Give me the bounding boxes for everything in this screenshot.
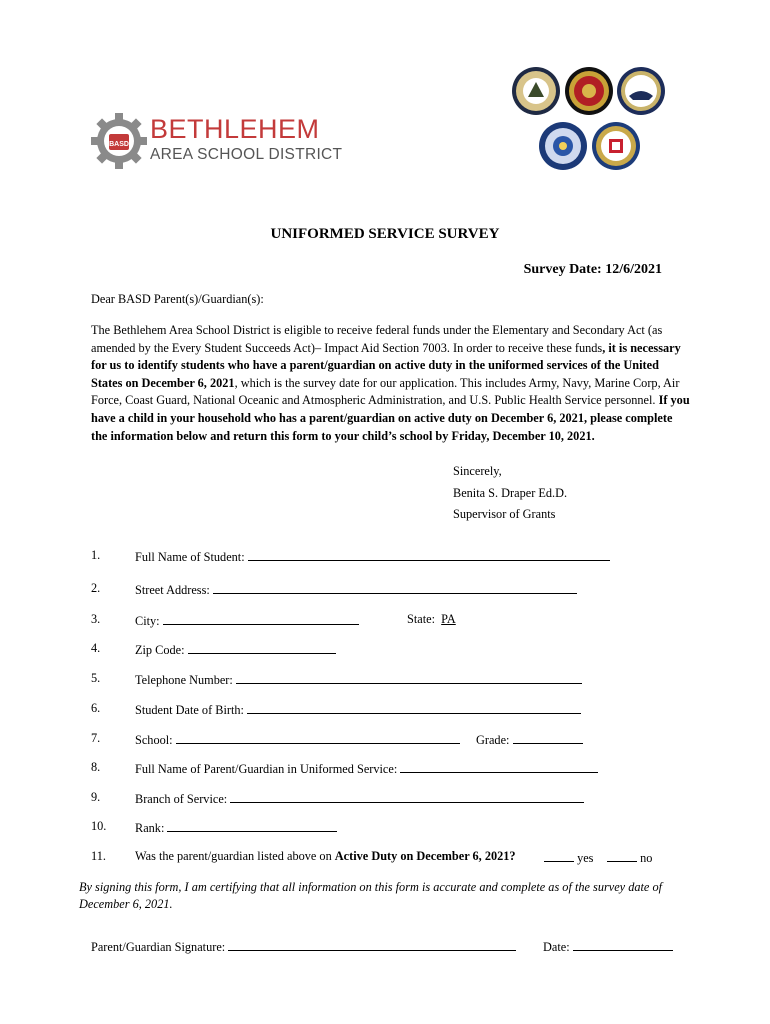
signature-name: Benita S. Draper Ed.D. (453, 486, 568, 500)
signature-input[interactable] (228, 938, 516, 951)
marine-corps-seal-icon (564, 66, 614, 116)
field-number: 1. (91, 548, 101, 562)
field-number: 6. (91, 701, 101, 715)
body-text-2: , which is the survey date for our application. This includes Army, Navy, Marine Corp, Air Force, Coast Guard, National Oceanic and Atmospheric Administration, and U.S. Public Health Service personnel. (91, 375, 680, 408)
coast-guard-seal-icon (591, 121, 641, 171)
grade-input[interactable] (513, 731, 583, 744)
gear-logo-icon (90, 112, 148, 170)
greeting: Dear BASD Parent(s)/Guardian(s): (91, 292, 264, 306)
field-number: 4. (91, 641, 101, 655)
rank-input[interactable] (167, 819, 337, 832)
parent-name-input[interactable] (400, 760, 598, 773)
field-number: 2. (91, 581, 101, 595)
field-number: 9. (91, 790, 101, 804)
field-label: Was the parent/guardian listed above on (135, 849, 335, 863)
signature-field (91, 938, 516, 955)
body-paragraph (91, 322, 691, 445)
branch-input[interactable] (230, 790, 584, 803)
field-number: 5. (91, 671, 101, 685)
field-label: School: (135, 733, 173, 747)
certify-note: By signing this form, I am certifying that all information on this form is accurate and complete as of the survey date of December 6, 2021. (79, 880, 663, 911)
city-input[interactable] (163, 612, 359, 625)
field-label-bold: Active Duty on December 6, 2021? (334, 849, 516, 863)
zip-input[interactable] (188, 641, 336, 654)
field-number: 7. (91, 731, 101, 745)
yes-label: yes (577, 851, 594, 865)
signature-role: Supervisor of Grants (453, 507, 556, 521)
dob-input[interactable] (247, 701, 581, 714)
student-name-input[interactable] (248, 548, 610, 561)
logo-subtitle: AREA SCHOOL DISTRICT (150, 146, 343, 163)
field-label: Rank: (135, 821, 165, 835)
school-input[interactable] (176, 731, 460, 744)
state-label: State: (407, 612, 436, 626)
district-logo (90, 112, 360, 172)
field-number: 3. (91, 612, 101, 626)
field-label: Branch of Service: (135, 792, 228, 806)
street-address-input[interactable] (213, 581, 577, 594)
date-input[interactable] (573, 938, 673, 951)
yes-input[interactable] (544, 849, 574, 862)
logo-title: BETHLEHEM (150, 114, 320, 144)
field-label: Street Address: (135, 583, 210, 597)
field-label: Full Name of Student: (135, 550, 245, 564)
air-force-seal-icon (538, 121, 588, 171)
signature-label: Parent/Guardian Signature: (91, 940, 226, 954)
field-label: Full Name of Parent/Guardian in Uniformed Service: (135, 762, 398, 776)
field-label: Telephone Number: (135, 673, 233, 687)
field-number: 11. (91, 849, 106, 863)
state-value: PA (441, 612, 456, 626)
field-number: 10. (91, 819, 107, 833)
no-input[interactable] (607, 849, 637, 862)
navy-seal-icon (616, 66, 666, 116)
gear-logo-text: BASD (109, 141, 129, 148)
signature-closing: Sincerely, (453, 464, 502, 478)
field-label: City: (135, 614, 160, 628)
grade-label: Grade: (476, 733, 510, 747)
telephone-input[interactable] (236, 671, 582, 684)
field-label: Zip Code: (135, 643, 185, 657)
army-seal-icon (511, 66, 561, 116)
field-label: Student Date of Birth: (135, 703, 244, 717)
body-text-1: The Bethlehem Area School District is eligible to receive federal funds under the Elementary and Secondary Act (as amended by the Every Student Succeeds Act)– Impact Aid Section 7003. In order to receive these funds (91, 323, 663, 355)
date-field (543, 938, 673, 955)
body-bold-2: If you have a child in your household who has a parent/guardian on active duty on December 6, 2021, please complete the information below and return this form to your child’s school by Friday, December 10, 2021. (91, 393, 690, 443)
field-number: 8. (91, 760, 101, 774)
survey-date: Survey Date: 12/6/2021 (523, 262, 662, 277)
no-label: no (640, 851, 653, 865)
page-title: UNIFORMED SERVICE SURVEY (270, 226, 500, 242)
date-label: Date: (543, 940, 570, 954)
body-bold-1: , it is necessary for us to identify students who have a parent/guardian on active duty in the uniformed services of the United States on December 6, 2021 (91, 340, 681, 390)
